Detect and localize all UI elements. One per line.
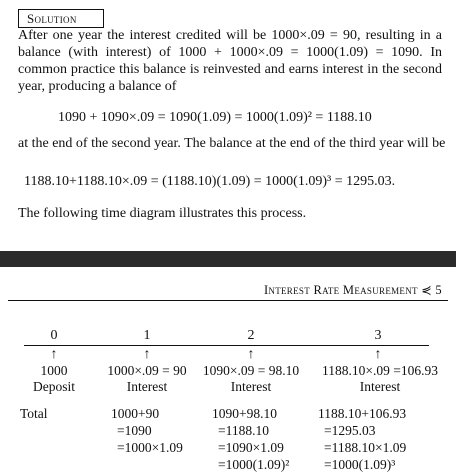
page-divider-band: [0, 251, 456, 267]
total-line: =1090: [117, 423, 152, 438]
header-rule: [8, 300, 448, 301]
amount-2: 1090×.09 = 98.10: [202, 363, 300, 378]
paragraph-3: The following time diagram illustrates this process.: [18, 206, 307, 221]
label-0: Deposit: [33, 379, 75, 394]
up-arrow-icon: ↑: [374, 347, 382, 362]
up-arrow-icon: ↑: [143, 347, 151, 362]
total-line: =1188.10×1.09: [324, 440, 407, 455]
up-arrow-icon: ↑: [50, 347, 58, 362]
label-3: Interest: [359, 379, 401, 394]
amount-1: 1000×.09 = 90: [107, 363, 187, 378]
total-line: =1188.10: [218, 423, 269, 438]
timeline-tick-2: 2: [247, 328, 255, 343]
total-line: =1090×1.09: [218, 440, 284, 455]
timeline-tick-3: 3: [374, 328, 382, 343]
equation-2: 1188.10+1188.10×.09 = (1188.10)(1.09) = 1000(1.09)³ = 1295.03.: [24, 174, 396, 189]
total-line: =1295.03: [324, 423, 376, 438]
label-1: Interest: [126, 379, 168, 394]
total-line: =1000(1.09)³: [324, 457, 396, 472]
total-line: 1000+90: [111, 406, 160, 421]
timeline-axis: [24, 345, 429, 346]
total-line: 1188.10+106.93: [318, 406, 407, 421]
total-line: =1000×1.09: [117, 440, 183, 455]
paragraph-2: at the end of the second year. The balance at the end of the third year will be: [18, 136, 446, 151]
page-header: Interest Rate Measurement ⋞ 5: [263, 283, 442, 297]
timeline-tick-1: 1: [143, 328, 151, 343]
paragraph-1: After one year the interest credited will be 1000×.09 = 90, resulting in a balance (with interest) of 1000 + 1000×.09 = 1000(1.09) = 1090. In common practice this balance is reinvested and earns interest in the second year, producing a balance of: [18, 28, 442, 94]
equation-1: 1090 + 1090×.09 = 1090(1.09) = 1000(1.09)² = 1188.10: [58, 110, 372, 125]
total-label: Total: [20, 406, 48, 421]
solution-box: [18, 9, 104, 28]
label-2: Interest: [230, 379, 272, 394]
total-line: =1000(1.09)²: [218, 457, 290, 472]
up-arrow-icon: ↑: [247, 347, 255, 362]
solution-label: Solution: [27, 11, 77, 26]
amount-3: 1188.10×.09 =106.93: [322, 363, 438, 378]
total-line: 1090+98.10: [212, 406, 277, 421]
amount-0: 1000: [40, 363, 68, 378]
timeline-tick-0: 0: [50, 328, 58, 343]
